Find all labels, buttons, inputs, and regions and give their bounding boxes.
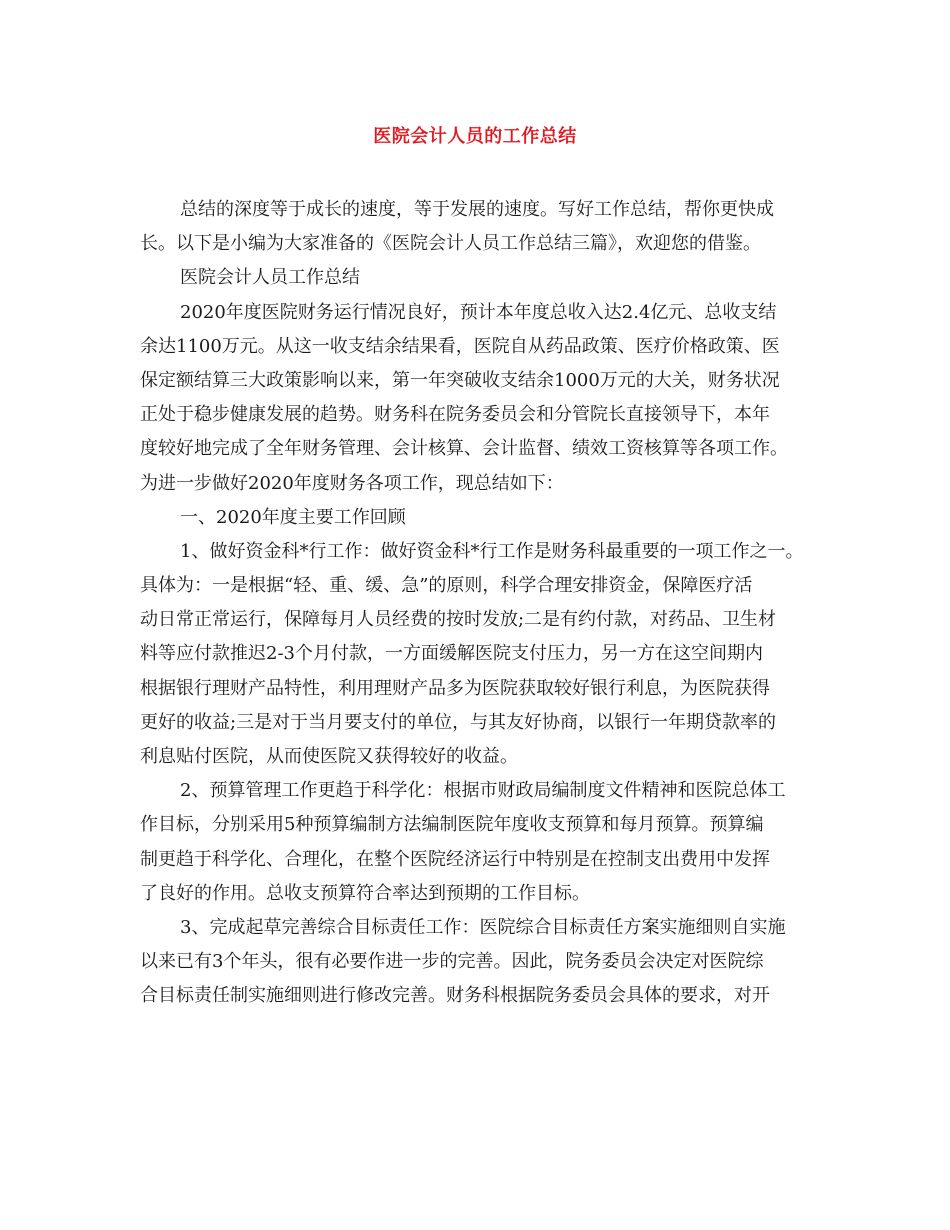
body-text-line: 余达1100万元。从这一收支结余结果看，医院自从药品政策、医疗价格政策、医 — [140, 335, 780, 357]
body-text-line: 根据银行理财产品特性，利用理财产品多为医院获取较好银行利息，为医院获得 — [140, 677, 770, 699]
body-text-line: 制更趋于科学化、合理化，在整个医院经济运行中特别是在控制支出费用中发挥 — [140, 848, 770, 870]
body-text-line: 3、完成起草完善综合目标责任工作：医院综合目标责任方案实施细则自实施 — [180, 916, 786, 938]
body-text-line: 具体为：一是根据“轻、重、缓、急”的原则，科学合理安排资金，保障医疗活 — [140, 575, 753, 597]
body-text-line: 保定额结算三大政策影响以来，第一年突破收支结余1000万元的大关，财务状况 — [140, 369, 780, 391]
body-text-line: 合目标责任制实施细则进行修改完善。财务科根据院务委员会具体的要求，对开 — [140, 985, 770, 1007]
document-body — [140, 193, 830, 1014]
body-text-line: 一、2020年度主要工作回顾 — [180, 506, 406, 528]
body-text-line: 正处于稳步健康发展的趋势。财务科在院务委员会和分管院长直接领导下，本年 — [140, 404, 770, 426]
body-text-line: 度较好地完成了全年财务管理、会计核算、会计监督、绩效工资核算等各项工作。 — [140, 438, 788, 460]
body-text-line: 料等应付款推迟2-3个月付款，一方面缓解医院支付压力，另一方在这空间期内 — [140, 643, 763, 665]
body-text-line: 医院会计人员工作总结 — [180, 267, 360, 289]
body-text-line: 以来已有3个年头，很有必要作进一步的完善。因此，院务委员会决定对医院综 — [140, 951, 764, 973]
body-text-line: 为进一步做好2020年度财务各项工作，现总结如下： — [140, 472, 564, 494]
body-text-line: 作目标，分别采用5种预算编制方法编制医院年度收支预算和每月预算。预算编 — [140, 814, 764, 836]
body-text-line: 2、预算管理工作更趋于科学化：根据市财政局编制度文件精神和医院总体工 — [180, 780, 786, 802]
document-title: 医院会计人员的工作总结 — [373, 126, 577, 147]
body-text-line: 更好的收益;三是对于当月要支付的单位，与其友好协商，以银行一年期贷款率的 — [140, 711, 777, 733]
body-text-line: 1、做好资金科*行工作：做好资金科*行工作是财务科最重要的一项工作之一。 — [180, 540, 804, 562]
body-text-line: 总结的深度等于成长的速度，等于发展的速度。写好工作总结，帮你更快成 — [180, 199, 774, 220]
body-text-line: 2020年度医院财务运行情况良好，预计本年度总收入达2.4亿元、总收支结 — [180, 301, 777, 323]
body-text-line: 利息贴付医院，从而使医院又获得较好的收益。 — [140, 746, 518, 767]
body-text-line: 了良好的作用。总收支预算符合率达到预期的工作目标。 — [140, 882, 590, 904]
body-text-line: 动日常正常运行，保障每月人员经费的按时发放;二是有约付款，对药品、卫生材 — [140, 609, 777, 631]
body-text-line: 长。以下是小编为大家准备的《医院会计人员工作总结三篇》，欢迎您的借鉴。 — [140, 233, 761, 255]
